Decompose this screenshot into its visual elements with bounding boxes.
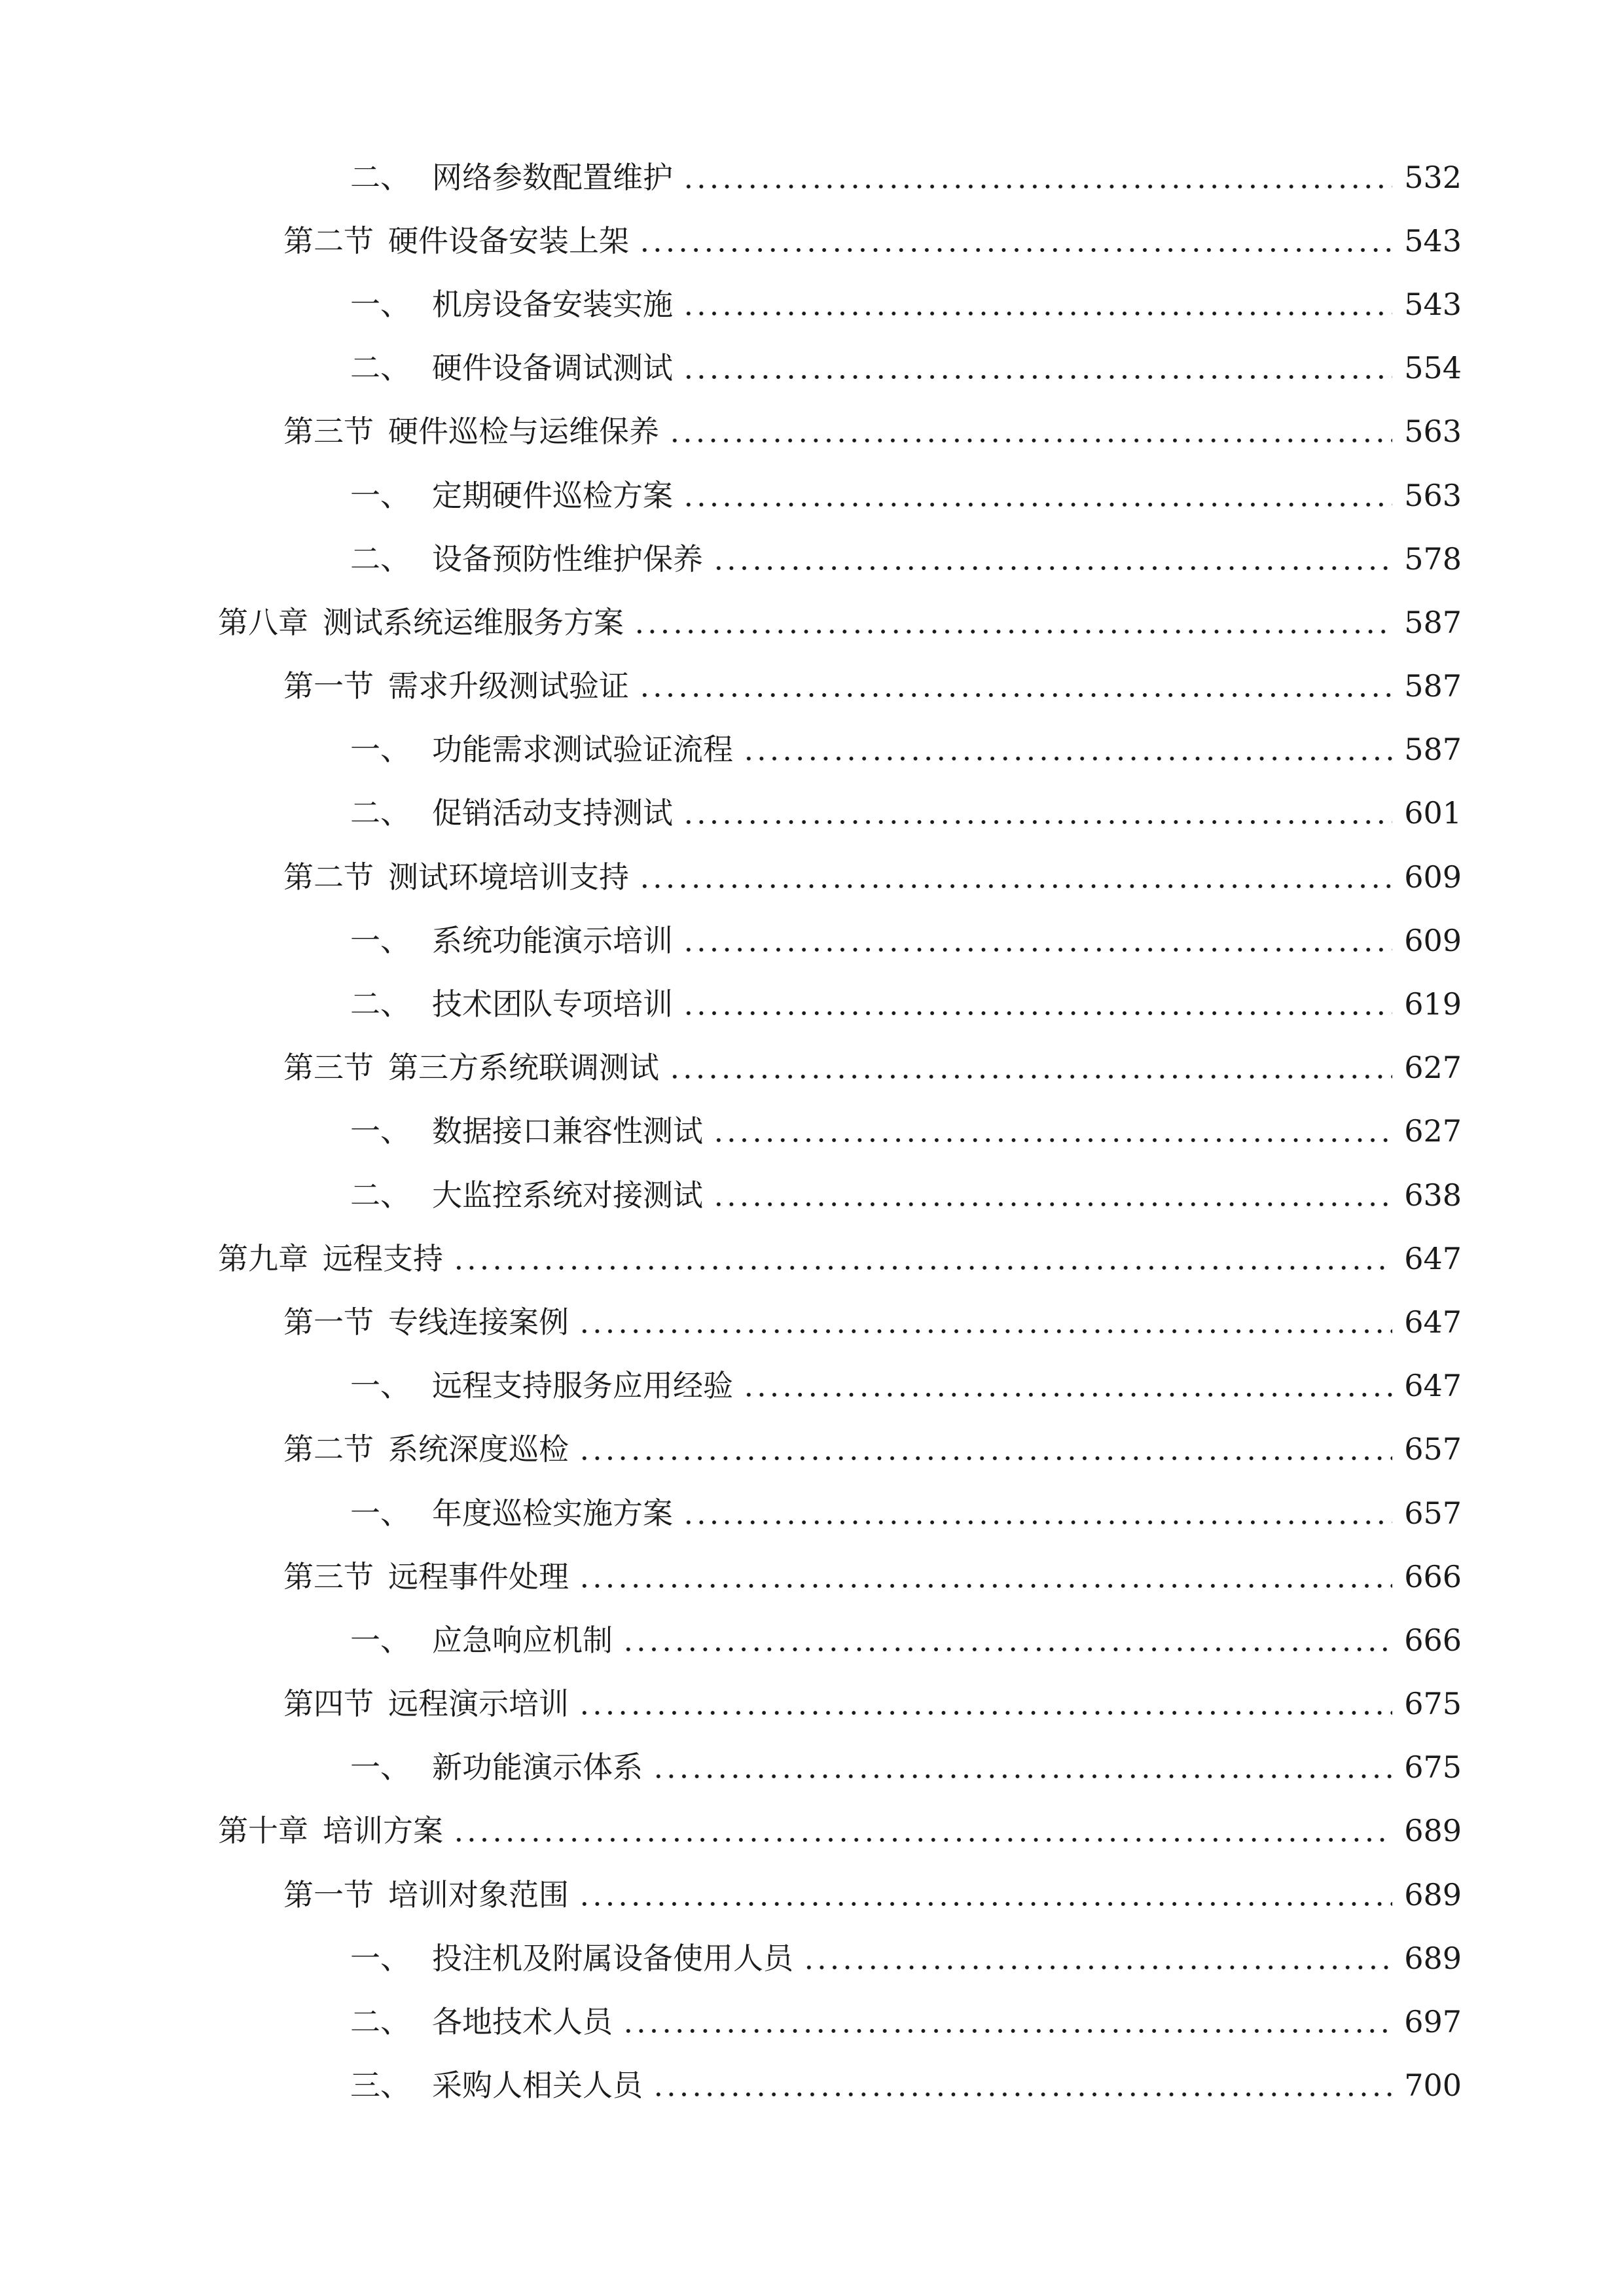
toc-entry-label [218, 1240, 443, 1276]
toc-entry[interactable] [0, 655, 1624, 718]
toc-entry-title: 投注机及附属设备使用人员 [432, 1940, 793, 1976]
dot-leader [452, 1265, 1392, 1270]
toc-entry-label [350, 1495, 673, 1531]
dot-leader [578, 1901, 1392, 1907]
dot-leader [682, 502, 1392, 507]
toc-entry-page-number: 675 [1404, 1686, 1462, 1722]
toc-entry[interactable] [0, 1290, 1624, 1354]
dot-leader [742, 756, 1392, 761]
toc-entry-label [283, 223, 629, 259]
toc-entry[interactable] [0, 1990, 1624, 2053]
dot-leader [622, 1647, 1392, 1652]
toc-entry[interactable] [0, 336, 1624, 400]
dot-leader [652, 1774, 1392, 1779]
toc-entry-label [350, 1368, 733, 1404]
toc-entry-page-number: 647 [1404, 1304, 1462, 1340]
toc-entry-title: 硬件设备调试测试 [432, 350, 673, 386]
toc-entry-page-number: 689 [1404, 1940, 1462, 1976]
dot-leader [803, 1965, 1392, 1970]
toc-entry-title: 新功能演示体系 [432, 1749, 643, 1785]
toc-entry-title: 定期硬件巡检方案 [432, 477, 673, 513]
dot-leader [668, 438, 1392, 443]
toc-entry-number: 第二节 [283, 859, 374, 895]
toc-entry-number: 一、 [350, 922, 410, 958]
toc-entry-label [350, 732, 733, 768]
toc-entry-title: 远程演示培训 [388, 1686, 569, 1722]
toc-entry-number: 二、 [350, 350, 410, 386]
toc-entry[interactable] [0, 272, 1624, 336]
toc-entry[interactable] [0, 590, 1624, 654]
dot-leader [638, 692, 1392, 698]
toc-entry-number: 第三节 [283, 1050, 374, 1086]
toc-entry-number: 一、 [350, 1749, 410, 1785]
toc-entry-page-number: 647 [1404, 1240, 1462, 1276]
toc-entry-number: 二、 [350, 1177, 410, 1213]
toc-entry-page-number: 666 [1404, 1622, 1462, 1658]
toc-entry-label [350, 2068, 643, 2104]
toc-list [0, 145, 1624, 2117]
dot-leader [578, 1710, 1392, 1715]
toc-entry-label [218, 604, 624, 640]
toc-entry-page-number: 587 [1404, 668, 1462, 704]
toc-entry-number: 二、 [350, 986, 410, 1022]
toc-entry-number: 二、 [350, 795, 410, 831]
dot-leader [682, 1520, 1392, 1525]
dot-leader [712, 1202, 1392, 1207]
toc-entry-label [350, 541, 703, 577]
dot-leader [578, 1583, 1392, 1588]
toc-entry-title: 硬件设备安装上架 [388, 223, 629, 259]
toc-entry-number: 第一节 [283, 1304, 374, 1340]
toc-entry-number: 一、 [350, 286, 410, 322]
dot-leader [633, 629, 1392, 634]
dot-leader [452, 1837, 1392, 1842]
toc-entry-page-number: 700 [1404, 2068, 1462, 2104]
toc-entry-label [350, 477, 673, 513]
toc-entry-number: 第一节 [283, 668, 374, 704]
toc-entry[interactable] [0, 908, 1624, 972]
toc-entry-title: 第三方系统联调测试 [388, 1050, 659, 1086]
toc-entry-page-number: 543 [1404, 223, 1462, 259]
toc-entry-number: 一、 [350, 1495, 410, 1531]
toc-entry-label [350, 350, 673, 386]
toc-entry-label [350, 922, 673, 958]
toc-entry-title: 各地技术人员 [432, 2004, 613, 2040]
toc-entry-title: 年度巡检实施方案 [432, 1495, 673, 1531]
toc-entry-page-number: 657 [1404, 1431, 1462, 1467]
dot-leader [682, 1011, 1392, 1016]
toc-entry-page-number: 627 [1404, 1050, 1462, 1086]
toc-entry[interactable] [0, 1481, 1624, 1545]
toc-entry-page-number: 689 [1404, 1876, 1462, 1912]
toc-entry-title: 远程事件处理 [388, 1558, 569, 1594]
toc-entry-label [350, 1113, 703, 1149]
toc-entry-title: 培训方案 [323, 1813, 443, 1849]
toc-entry[interactable] [0, 400, 1624, 463]
dot-leader [682, 184, 1392, 189]
toc-entry[interactable] [0, 1863, 1624, 1926]
dot-leader [682, 947, 1392, 952]
toc-entry-page-number: 578 [1404, 541, 1462, 577]
dot-leader [712, 565, 1392, 571]
toc-entry-number: 三、 [350, 2068, 410, 2104]
toc-entry-number: 一、 [350, 1622, 410, 1658]
dot-leader [578, 1456, 1392, 1461]
toc-entry-title: 大监控系统对接测试 [432, 1177, 703, 1213]
toc-entry-page-number: 601 [1404, 795, 1462, 831]
toc-entry[interactable] [0, 145, 1624, 209]
toc-entry-label [283, 1558, 569, 1594]
toc-entry-page-number: 619 [1404, 986, 1462, 1022]
toc-entry-number: 一、 [350, 477, 410, 513]
toc-entry-title: 机房设备安装实施 [432, 286, 673, 322]
dot-leader [742, 1392, 1392, 1397]
toc-entry[interactable] [0, 2054, 1624, 2117]
toc-entry[interactable] [0, 1100, 1624, 1163]
toc-entry-label [350, 2004, 613, 2040]
toc-entry-label [350, 1749, 643, 1785]
toc-entry-page-number: 554 [1404, 350, 1462, 386]
toc-entry[interactable] [0, 1545, 1624, 1608]
toc-entry-label [350, 1622, 613, 1658]
toc-entry-page-number: 563 [1404, 414, 1462, 450]
toc-entry-number: 一、 [350, 1940, 410, 1976]
toc-entry[interactable] [0, 1354, 1624, 1418]
toc-entry-label [350, 1177, 703, 1213]
toc-entry-label [283, 1050, 659, 1086]
toc-entry-title: 技术团队专项培训 [432, 986, 673, 1022]
toc-entry-page-number: 609 [1404, 922, 1462, 958]
toc-entry[interactable] [0, 845, 1624, 908]
toc-entry-title: 硬件巡检与运维保养 [388, 414, 659, 450]
toc-entry-number: 一、 [350, 732, 410, 768]
dot-leader [682, 374, 1392, 380]
toc-entry-page-number: 666 [1404, 1558, 1462, 1594]
toc-entry-title: 培训对象范围 [388, 1876, 569, 1912]
toc-entry-page-number: 587 [1404, 732, 1462, 768]
toc-entry-number: 二、 [350, 541, 410, 577]
toc-entry-number: 第三节 [283, 1558, 374, 1594]
dot-leader [638, 884, 1392, 889]
toc-entry-label [350, 286, 673, 322]
toc-entry-label [218, 1813, 443, 1849]
toc-entry-label [283, 414, 659, 450]
toc-entry-title: 应急响应机制 [432, 1622, 613, 1658]
toc-entry[interactable] [0, 972, 1624, 1035]
toc-entry-title: 设备预防性维护保养 [432, 541, 703, 577]
toc-entry[interactable] [0, 1418, 1624, 1481]
toc-entry[interactable] [0, 527, 1624, 590]
toc-entry-number: 第一节 [283, 1876, 374, 1912]
toc-entry[interactable] [0, 781, 1624, 845]
toc-entry-title: 测试环境培训支持 [388, 859, 629, 895]
toc-entry-page-number: 587 [1404, 604, 1462, 640]
toc-entry-page-number: 532 [1404, 159, 1462, 195]
toc-entry-number: 二、 [350, 159, 410, 195]
toc-entry-label [350, 1940, 793, 1976]
toc-entry[interactable] [0, 718, 1624, 781]
toc-entry-page-number: 638 [1404, 1177, 1462, 1213]
toc-entry-title: 促销活动支持测试 [432, 795, 673, 831]
toc-entry-number: 第十章 [218, 1813, 308, 1849]
dot-leader [668, 1074, 1392, 1079]
toc-entry[interactable] [0, 1227, 1624, 1290]
toc-entry-label [283, 1431, 569, 1467]
dot-leader [578, 1329, 1392, 1334]
toc-entry-label [350, 159, 673, 195]
dot-leader [712, 1138, 1392, 1143]
toc-entry[interactable] [0, 1608, 1624, 1672]
toc-entry[interactable] [0, 463, 1624, 527]
toc-entry-number: 第二节 [283, 1431, 374, 1467]
toc-entry[interactable] [0, 1799, 1624, 1863]
toc-entry-label [283, 668, 629, 704]
toc-entry-title: 功能需求测试验证流程 [432, 732, 733, 768]
toc-entry-title: 网络参数配置维护 [432, 159, 673, 195]
toc-entry[interactable] [0, 1036, 1624, 1100]
toc-entry-title: 数据接口兼容性测试 [432, 1113, 703, 1149]
toc-entry-number: 第三节 [283, 414, 374, 450]
toc-entry-label [283, 1304, 569, 1340]
toc-entry-page-number: 697 [1404, 2004, 1462, 2040]
toc-entry-number: 第八章 [218, 604, 308, 640]
toc-entry-number: 二、 [350, 2004, 410, 2040]
toc-entry-number: 一、 [350, 1368, 410, 1404]
toc-entry-title: 测试系统运维服务方案 [323, 604, 624, 640]
toc-entry-number: 第四节 [283, 1686, 374, 1722]
toc-entry-label [350, 795, 673, 831]
toc-entry-title: 远程支持服务应用经验 [432, 1368, 733, 1404]
toc-entry-page-number: 563 [1404, 477, 1462, 513]
toc-entry-page-number: 675 [1404, 1749, 1462, 1785]
toc-entry[interactable] [0, 1672, 1624, 1736]
toc-entry-label [283, 1876, 569, 1912]
dot-leader [638, 247, 1392, 253]
toc-entry[interactable] [0, 1163, 1624, 1227]
toc-entry[interactable] [0, 209, 1624, 272]
toc-entry-title: 采购人相关人员 [432, 2068, 643, 2104]
toc-entry-title: 远程支持 [323, 1240, 443, 1276]
dot-leader [682, 311, 1392, 316]
toc-entry-number: 第二节 [283, 223, 374, 259]
toc-entry[interactable] [0, 1926, 1624, 1990]
toc-entry-page-number: 609 [1404, 859, 1462, 895]
toc-entry-page-number: 647 [1404, 1368, 1462, 1404]
toc-entry-number: 一、 [350, 1113, 410, 1149]
toc-entry-label [283, 859, 629, 895]
toc-entry-number: 第九章 [218, 1240, 308, 1276]
toc-entry[interactable] [0, 1736, 1624, 1799]
toc-entry-title: 系统深度巡检 [388, 1431, 569, 1467]
toc-entry-page-number: 657 [1404, 1495, 1462, 1531]
toc-entry-title: 需求升级测试验证 [388, 668, 629, 704]
toc-entry-title: 专线连接案例 [388, 1304, 569, 1340]
toc-entry-page-number: 543 [1404, 286, 1462, 322]
toc-entry-page-number: 627 [1404, 1113, 1462, 1149]
toc-entry-title: 系统功能演示培训 [432, 922, 673, 958]
toc-entry-label [283, 1686, 569, 1722]
toc-entry-label [350, 986, 673, 1022]
dot-leader [622, 2028, 1392, 2034]
toc-entry-page-number: 689 [1404, 1813, 1462, 1849]
dot-leader [682, 819, 1392, 825]
dot-leader [652, 2092, 1392, 2097]
